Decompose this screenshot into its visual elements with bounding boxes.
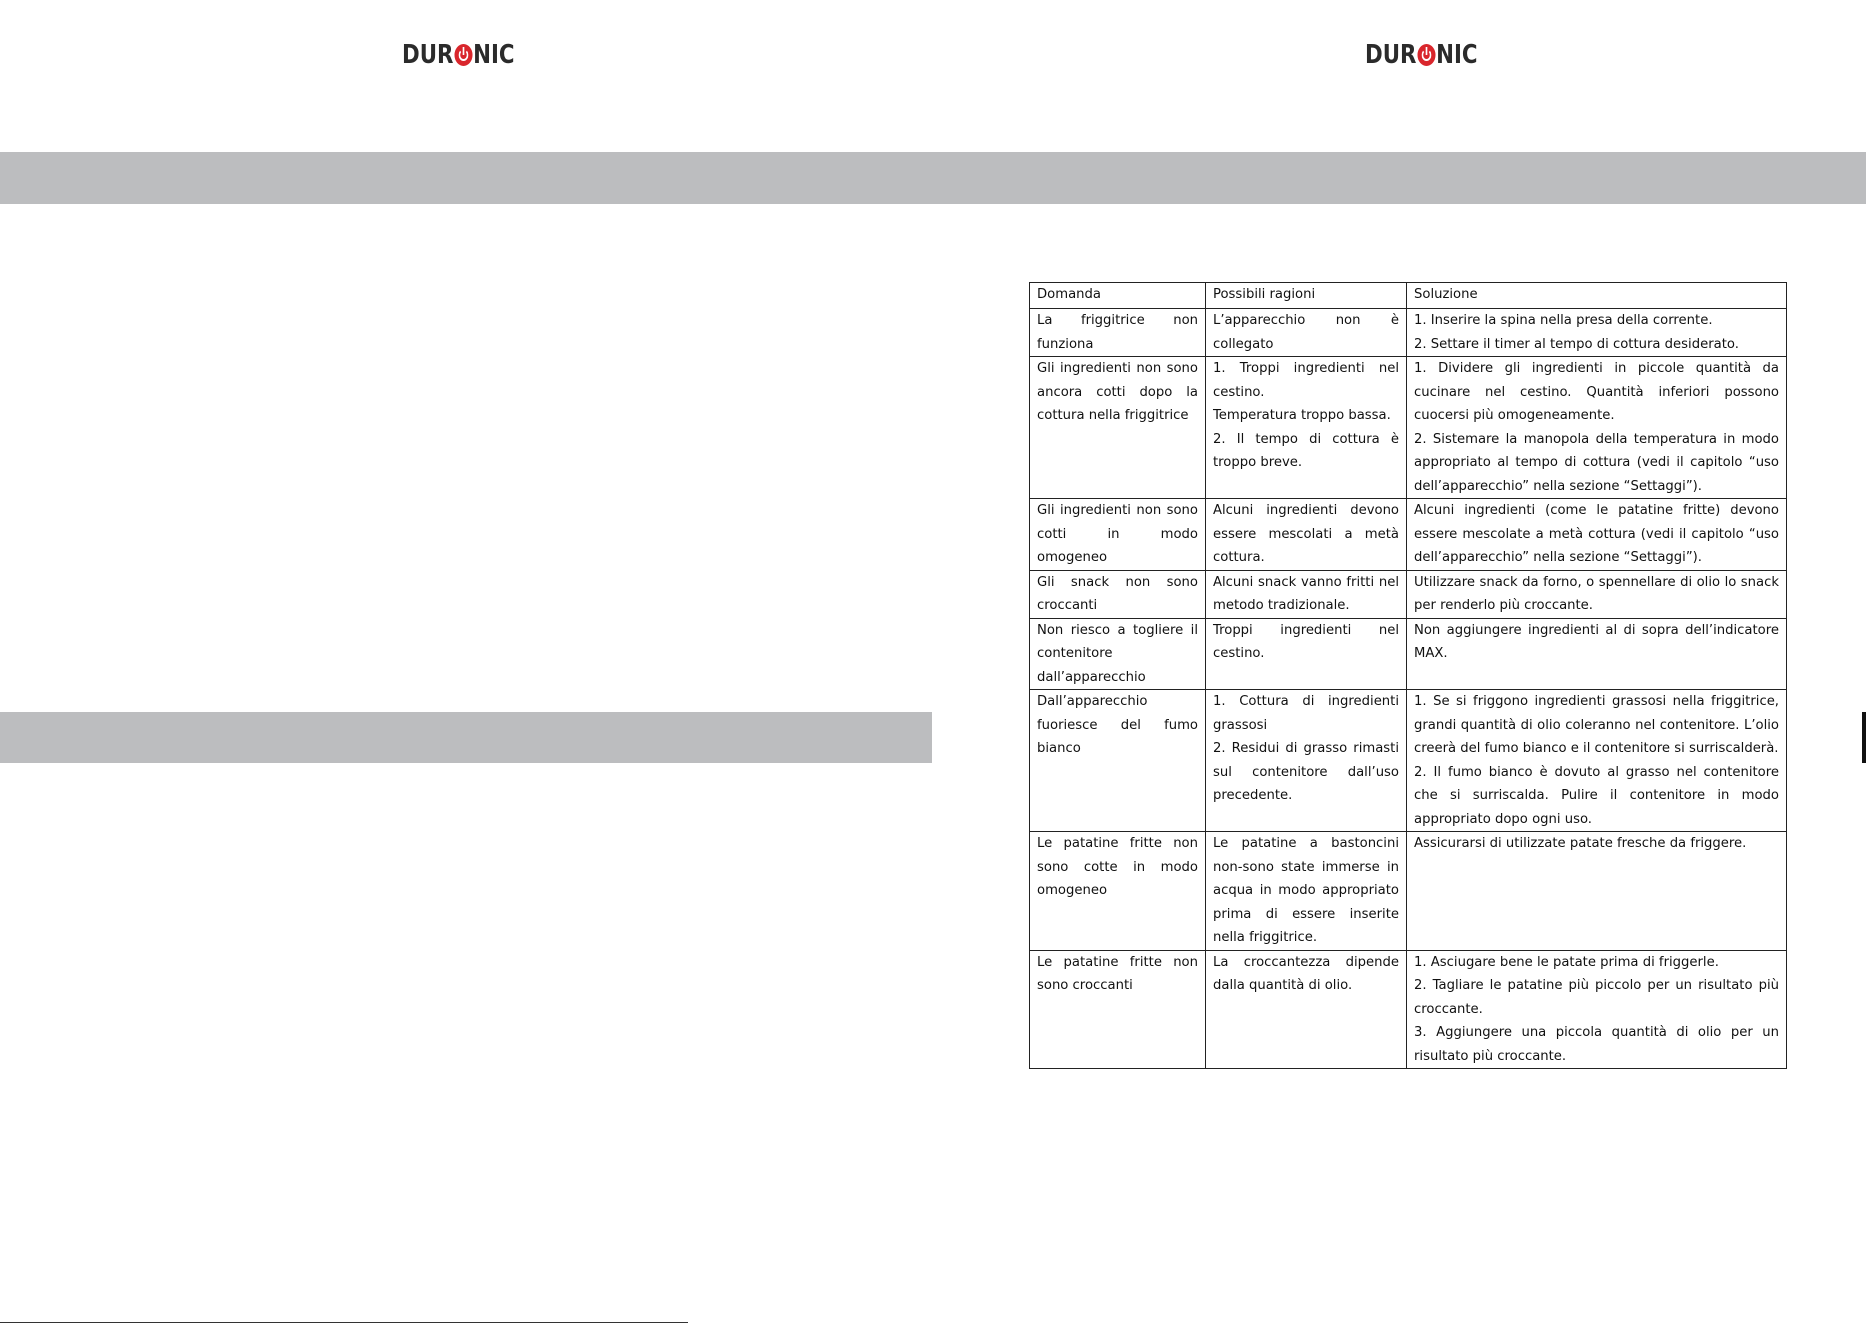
reason-cell — [1206, 618, 1407, 690]
table-body — [1030, 309, 1787, 1069]
reason-text: Le patatine a bastoncini non-sono state immerse in acqua in modo appropriato prima di essere inserite nella friggitrice. — [1213, 836, 1399, 945]
table-row — [1030, 357, 1787, 499]
solution-cell — [1407, 832, 1787, 951]
solution-text: Non aggiungere ingredienti al di sopra dell’indicatore MAX. — [1414, 622, 1779, 661]
table-row — [1030, 499, 1787, 571]
reason-text: Troppi ingredienti nel cestino. — [1213, 622, 1399, 661]
reason-cell — [1206, 499, 1407, 571]
solution-text: 2. Settare il timer al tempo di cottura desiderato. — [1414, 336, 1739, 352]
reason-text: 1. Troppi ingredienti nel cestino. — [1213, 361, 1399, 400]
question-text: Le patatine fritte non sono croccanti — [1037, 954, 1198, 993]
logo-text-end: NIC — [473, 40, 515, 70]
reason-cell — [1206, 832, 1407, 951]
table-row — [1030, 618, 1787, 690]
solution-text: Utilizzare snack da forno, o spennellare di olio lo snack per renderlo più croccante. — [1414, 574, 1779, 613]
solution-text: 1. Dividere gli ingredienti in piccole quantità da cucinare nel cestino. Quantità inferiori possono cuocersi più omogeneamente. — [1414, 361, 1779, 423]
table-row — [1030, 570, 1787, 618]
question-text: La friggitrice non funziona — [1037, 313, 1198, 352]
reason-cell — [1206, 357, 1407, 499]
question-cell — [1030, 499, 1206, 571]
question-text: Non riesco a togliere il contenitore dall’apparecchio — [1037, 622, 1198, 685]
power-icon — [1417, 44, 1435, 66]
solution-cell — [1407, 570, 1787, 618]
section-header-band — [0, 152, 1866, 204]
footer-divider — [0, 1322, 688, 1323]
question-text: Gli snack non sono croccanti — [1037, 574, 1198, 613]
solution-text: 2. Il fumo bianco è dovuto al grasso nel contenitore che si surriscalda. Pulire il contenitore in modo appropriato dopo ogni uso. — [1414, 764, 1779, 827]
reason-cell — [1206, 690, 1407, 832]
reason-cell — [1206, 950, 1407, 1069]
solution-text: 1. Se si friggono ingredienti grassosi nella friggitrice, grandi quantità di olio coleranno nel contenitore. L’olio creerà del fumo bianco e il contenitore si surriscalderà. — [1414, 694, 1779, 756]
duronic-logo-right — [1365, 40, 1478, 70]
header-soluzione: Soluzione — [1407, 283, 1787, 309]
table-row — [1030, 690, 1787, 832]
table-row — [1030, 950, 1787, 1069]
solution-text: 1. Asciugare bene le patate prima di friggerle. — [1414, 954, 1719, 970]
solution-text: 2. Sistemare la manopola della temperatura in modo appropriato al tempo di cottura (vedi il capitolo “uso dell’apparecchio” nella sezione “Settaggi”). — [1414, 431, 1779, 494]
header-possibili-ragioni: Possibili ragioni — [1206, 283, 1407, 309]
section-header-band-left — [0, 712, 932, 763]
solution-text: 3. Aggiungere una piccola quantità di olio per un risultato più croccante. — [1414, 1025, 1779, 1064]
header-domanda: Domanda — [1030, 283, 1206, 309]
table-row — [1030, 309, 1787, 357]
question-cell — [1030, 309, 1206, 357]
reason-text: 2. Residui di grasso rimasti sul contenitore dall’uso precedente. — [1213, 741, 1399, 803]
reason-text: Temperatura troppo bassa. — [1213, 408, 1391, 423]
question-cell — [1030, 570, 1206, 618]
power-icon — [454, 44, 472, 66]
reason-text: La croccantezza dipende dalla quantità di olio. — [1213, 954, 1399, 993]
reason-cell — [1206, 309, 1407, 357]
duronic-logo-left — [402, 40, 515, 70]
table-row — [1030, 832, 1787, 951]
troubleshooting-table — [1029, 282, 1787, 1069]
question-text: Gli ingredienti non sono cotti in modo omogeneo — [1037, 503, 1198, 565]
question-text: Dall’apparecchio fuoriesce del fumo bianco — [1037, 694, 1198, 756]
question-text: Gli ingredienti non sono ancora cotti dopo la cottura nella friggitrice — [1037, 361, 1198, 423]
solution-text: Alcuni ingredienti (come le patatine fritte) devono essere mescolate a metà cottura (vedi il capitolo “uso dell’apparecchio” nella sezione “Settaggi”). — [1414, 503, 1779, 565]
solution-cell — [1407, 499, 1787, 571]
reason-text: L’apparecchio non è collegato — [1213, 313, 1399, 352]
question-text: Le patatine fritte non sono cotte in modo omogeneo — [1037, 836, 1198, 898]
question-cell — [1030, 690, 1206, 832]
question-cell — [1030, 618, 1206, 690]
solution-text: Assicurarsi di utilizzate patate fresche da friggere. — [1414, 836, 1747, 851]
reason-cell — [1206, 570, 1407, 618]
solution-cell — [1407, 357, 1787, 499]
reason-text: Alcuni ingredienti devono essere mescolati a metà cottura. — [1213, 503, 1399, 565]
question-cell — [1030, 357, 1206, 499]
page-edge-tab — [1862, 712, 1866, 763]
question-cell — [1030, 950, 1206, 1069]
logo-text-end: NIC — [1436, 40, 1478, 70]
solution-cell — [1407, 618, 1787, 690]
solution-text: 1. Inserire la spina nella presa della corrente. — [1414, 313, 1713, 328]
reason-text: 2. Il tempo di cottura è troppo breve. — [1213, 431, 1399, 470]
solution-cell — [1407, 690, 1787, 832]
logo-text-start: DUR — [402, 40, 454, 70]
reason-text: 1. Cottura di ingredienti grassosi — [1213, 694, 1399, 733]
question-cell — [1030, 832, 1206, 951]
solution-cell — [1407, 309, 1787, 357]
solution-text: 2. Tagliare le patatine più piccolo per un risultato più croccante. — [1414, 978, 1779, 1017]
solution-cell — [1407, 950, 1787, 1069]
reason-text: Alcuni snack vanno fritti nel metodo tradizionale. — [1213, 574, 1399, 613]
table-header-row — [1030, 283, 1787, 309]
logo-text-start: DUR — [1365, 40, 1417, 70]
